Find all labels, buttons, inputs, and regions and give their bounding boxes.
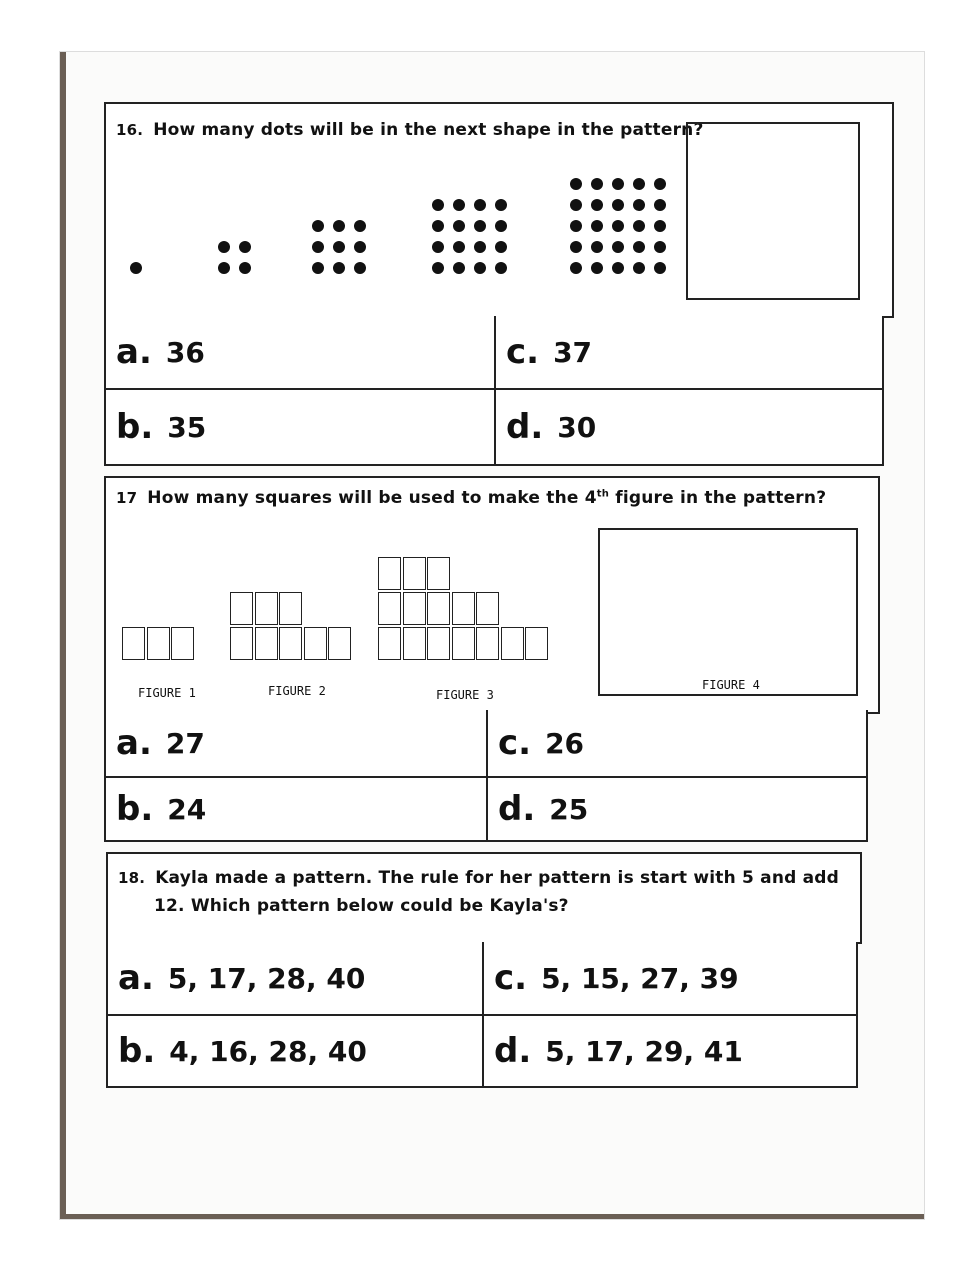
figure-2-square <box>230 627 253 660</box>
dot <box>432 262 444 274</box>
dot <box>570 178 582 190</box>
figure-1-label: FIGURE 1 <box>138 686 196 700</box>
figure-3-square <box>427 627 450 660</box>
dot <box>591 178 603 190</box>
dot <box>312 220 324 232</box>
q18-option-c[interactable] <box>484 942 856 1014</box>
figure-2-label: FIGURE 2 <box>268 684 326 698</box>
dot <box>453 199 465 211</box>
q17-option-c[interactable] <box>488 710 866 776</box>
dot <box>633 262 645 274</box>
q17-option-d[interactable] <box>488 778 866 840</box>
option-value: 37 <box>553 335 593 369</box>
q18-option-d[interactable] <box>484 1016 856 1086</box>
dot <box>453 262 465 274</box>
figure-1-square <box>122 627 145 660</box>
question-16-box <box>104 102 894 318</box>
dot-pattern <box>106 104 666 316</box>
option-letter: d. <box>494 1031 532 1071</box>
dot <box>654 220 666 232</box>
option-letter: b. <box>118 1031 156 1071</box>
figure-3-square <box>403 627 426 660</box>
option-value: 25 <box>549 792 589 826</box>
dot <box>591 241 603 253</box>
option-letter: b. <box>116 407 154 447</box>
question-17-number: 17 <box>116 489 138 507</box>
figure-2-square <box>230 592 253 625</box>
dot <box>495 199 507 211</box>
option-letter: c. <box>494 958 528 998</box>
option-value: 26 <box>545 726 585 760</box>
figure-3-square <box>525 627 548 660</box>
option-letter: c. <box>498 723 532 763</box>
question-17-answers <box>104 710 868 842</box>
option-letter: a. <box>116 723 152 763</box>
dot <box>495 241 507 253</box>
question-16-prompt: How many dots will be in the next shape in the pattern? <box>153 120 704 140</box>
dot <box>612 220 624 232</box>
figure-3-square <box>476 592 499 625</box>
question-16-number: 16. <box>116 121 144 139</box>
dot <box>591 199 603 211</box>
dot <box>654 199 666 211</box>
dot <box>495 262 507 274</box>
dot <box>354 241 366 253</box>
option-value: 5, 17, 29, 41 <box>545 1034 743 1068</box>
dot <box>432 220 444 232</box>
dot <box>474 262 486 274</box>
figure-3-square <box>403 592 426 625</box>
dot <box>612 262 624 274</box>
figure-2-square <box>279 627 302 660</box>
figure-2-square <box>255 592 278 625</box>
option-value: 36 <box>165 335 205 369</box>
question-18-prompt-line1: Kayla made a pattern. The rule for her pattern is start with 5 and add <box>155 868 840 888</box>
dot <box>654 178 666 190</box>
figure-3-square <box>427 557 450 590</box>
dot <box>570 199 582 211</box>
question-18-prompt-line2: 12. Which pattern below could be Kayla's? <box>154 896 569 916</box>
dot <box>474 199 486 211</box>
figure-1-square <box>171 627 194 660</box>
option-value: 24 <box>167 792 207 826</box>
option-letter: a. <box>118 958 154 998</box>
q16-answer-frame <box>686 122 860 300</box>
question-17-box <box>104 476 880 714</box>
dot <box>333 262 345 274</box>
dot <box>570 241 582 253</box>
dot <box>591 220 603 232</box>
option-letter: d. <box>506 407 544 447</box>
figure-3-label: FIGURE 3 <box>436 688 494 702</box>
dot <box>633 199 645 211</box>
dot <box>570 262 582 274</box>
dot <box>453 241 465 253</box>
question-18-number: 18. <box>118 869 146 887</box>
dot <box>239 241 251 253</box>
dot <box>474 241 486 253</box>
dot <box>654 262 666 274</box>
question-16-answers <box>104 316 884 466</box>
question-18-answers <box>106 942 858 1088</box>
figure-2-square <box>255 627 278 660</box>
dot <box>333 241 345 253</box>
dot <box>432 199 444 211</box>
dot <box>239 262 251 274</box>
figure-3-square <box>476 627 499 660</box>
dot <box>633 178 645 190</box>
square-pattern <box>106 478 586 712</box>
question-18-box <box>106 852 862 944</box>
figure-3-square <box>501 627 524 660</box>
dot <box>591 262 603 274</box>
dot <box>612 241 624 253</box>
dot <box>218 262 230 274</box>
question-17-prompt: How many squares will be used to make the 4 <box>147 488 597 508</box>
q17-option-a[interactable] <box>106 710 484 776</box>
q17-answer-frame <box>598 528 858 696</box>
dot <box>312 241 324 253</box>
option-letter: a. <box>116 332 152 372</box>
option-value: 4, 16, 28, 40 <box>169 1034 367 1068</box>
figure-3-square <box>452 627 475 660</box>
figure-2-square <box>304 627 327 660</box>
figure-2-square <box>328 627 351 660</box>
dot <box>312 262 324 274</box>
question-17-prompt-end: figure in the pattern? <box>609 488 827 508</box>
dot <box>130 262 142 274</box>
figure-4-label: FIGURE 4 <box>702 678 760 692</box>
dot <box>654 241 666 253</box>
option-letter: c. <box>506 332 540 372</box>
option-letter: d. <box>498 789 536 829</box>
dot <box>612 178 624 190</box>
option-value: 27 <box>165 726 205 760</box>
dot <box>354 262 366 274</box>
q16-option-d[interactable] <box>496 390 882 464</box>
figure-3-square <box>452 592 475 625</box>
dot <box>218 241 230 253</box>
q17-option-b[interactable] <box>106 778 484 840</box>
dot <box>333 220 345 232</box>
question-18-text <box>118 864 839 920</box>
figure-3-square <box>378 627 401 660</box>
dot <box>495 220 507 232</box>
dot <box>474 220 486 232</box>
q18-option-b[interactable] <box>108 1016 480 1086</box>
q16-option-a[interactable] <box>106 316 492 388</box>
option-value: 5, 17, 28, 40 <box>167 961 366 995</box>
figure-3-square <box>427 592 450 625</box>
figure-2-square <box>279 592 302 625</box>
dot <box>453 220 465 232</box>
dot <box>354 220 366 232</box>
dot <box>612 199 624 211</box>
dot <box>570 220 582 232</box>
figure-3-square <box>378 592 401 625</box>
option-value: 5, 15, 27, 39 <box>541 961 739 995</box>
figure-1-square <box>147 627 170 660</box>
q18-option-a[interactable] <box>108 942 480 1014</box>
option-value: 35 <box>167 410 207 444</box>
dot <box>633 241 645 253</box>
option-value: 30 <box>557 410 597 444</box>
dot <box>432 241 444 253</box>
option-letter: b. <box>116 789 154 829</box>
figure-3-square <box>378 557 401 590</box>
q16-option-c[interactable] <box>496 316 882 388</box>
q16-option-b[interactable] <box>106 390 492 464</box>
figure-3-square <box>403 557 426 590</box>
superscript: th <box>596 488 610 500</box>
dot <box>633 220 645 232</box>
